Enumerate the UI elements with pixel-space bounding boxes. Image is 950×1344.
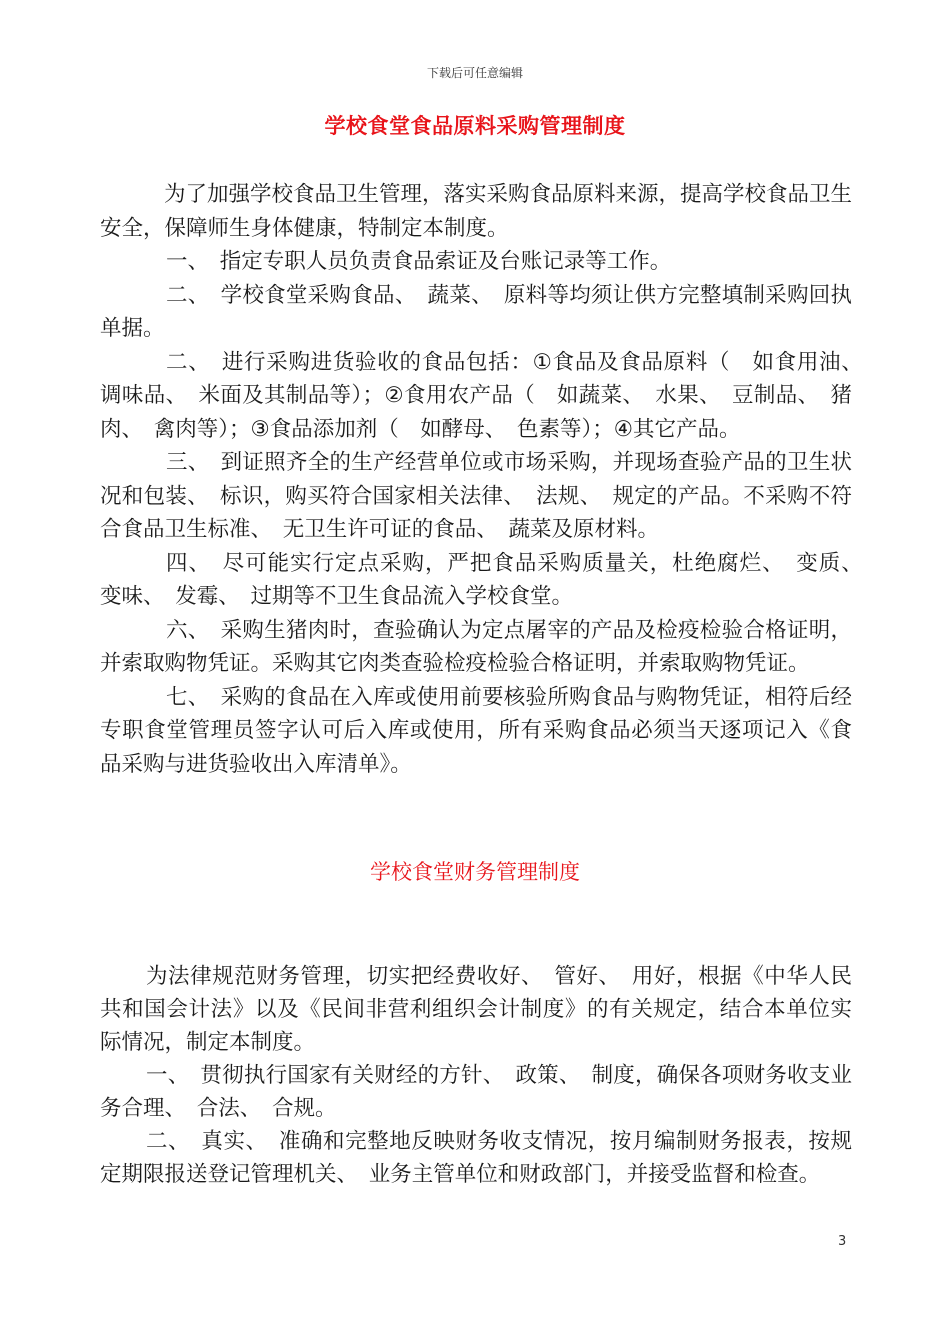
page-header-note: 下载后可任意编辑 (426, 66, 523, 80)
paragraph-rule-7: 七、 采购的食品在入库或使用前要核验所购食品与购物凭证，相符后经专职食堂管理员签字认可后入库或使用，所有采购食品必须当天逐项记入《食品采购与进货验收出入库清单》。 (100, 684, 852, 777)
page-number: 3 (838, 1234, 847, 1249)
paragraph-rule-1: 一、 指定专职人员负责食品索证及台账记录等工作。 (166, 249, 672, 274)
section-title-finance: 学校食堂财务管理制度 (370, 860, 580, 884)
section-body-finance (100, 960, 852, 1191)
paragraph-rule-6: 六、 采购生猪肉时，查验确认为定点屠宰的产品及检疫检验合格证明，并索取购物凭证。采购其它肉类查验检疫检验合格证明，并索取购物凭证。 (100, 617, 852, 676)
section-body-procurement (100, 178, 874, 781)
paragraph-rule-2: 二、 学校食堂采购食品、 蔬菜、 原料等均须让供方完整填制采购回执单据。 (100, 282, 852, 341)
paragraph-rule-3: 二、 进行采购进货验收的食品包括：①食品及食品原料（ 如食用油、 调味品、 米面及其制品等）；②食用农产品（ 如蔬菜、 水果、 豆制品、 猪肉、 禽肉等）；③食品添加剂（ 如酵母、 色素等）；④其它产品。 (100, 349, 874, 442)
paragraph-rule-5: 四、 尽可能实行定点采购，严把食品采购质量关，杜绝腐烂、 变质、 变味、 发霉、 过期等不卫生食品流入学校食堂。 (100, 550, 874, 609)
paragraph-intro: 为了加强学校食品卫生管理，落实采购食品原料来源，提高学校食品卫生安全，保障师生身体健康，特制定本制度。 (100, 182, 853, 241)
section-title-procurement: 学校食堂食品原料采购管理制度 (324, 114, 626, 138)
paragraph-finance-rule-2: 二、 真实、 准确和完整地反映财务收支情况，按月编制财务报表，按规定期限报送登记管理机关、 业务主管单位和财政部门，并接受监督和检查。 (100, 1129, 852, 1187)
paragraph-finance-intro: 为法律规范财务管理，切实把经费收好、 管好、 用好，根据《中华人民共和国会计法》以及《民间非营利组织会计制度》的有关规定，结合本单位实际情况，制定本制度。 (100, 964, 852, 1055)
paragraph-finance-rule-1: 一、 贯彻执行国家有关财经的方针、 政策、 制度，确保各项财务收支业务合理、 合法、 合规。 (100, 1063, 852, 1121)
paragraph-rule-4: 三、 到证照齐全的生产经营单位或市场采购，并现场查验产品的卫生状况和包装、 标识，购买符合国家相关法律、 法规、 规定的产品。不采购不符合食品卫生标准、 无卫生许可证的食品、 蔬菜及原材料。 (100, 450, 852, 542)
